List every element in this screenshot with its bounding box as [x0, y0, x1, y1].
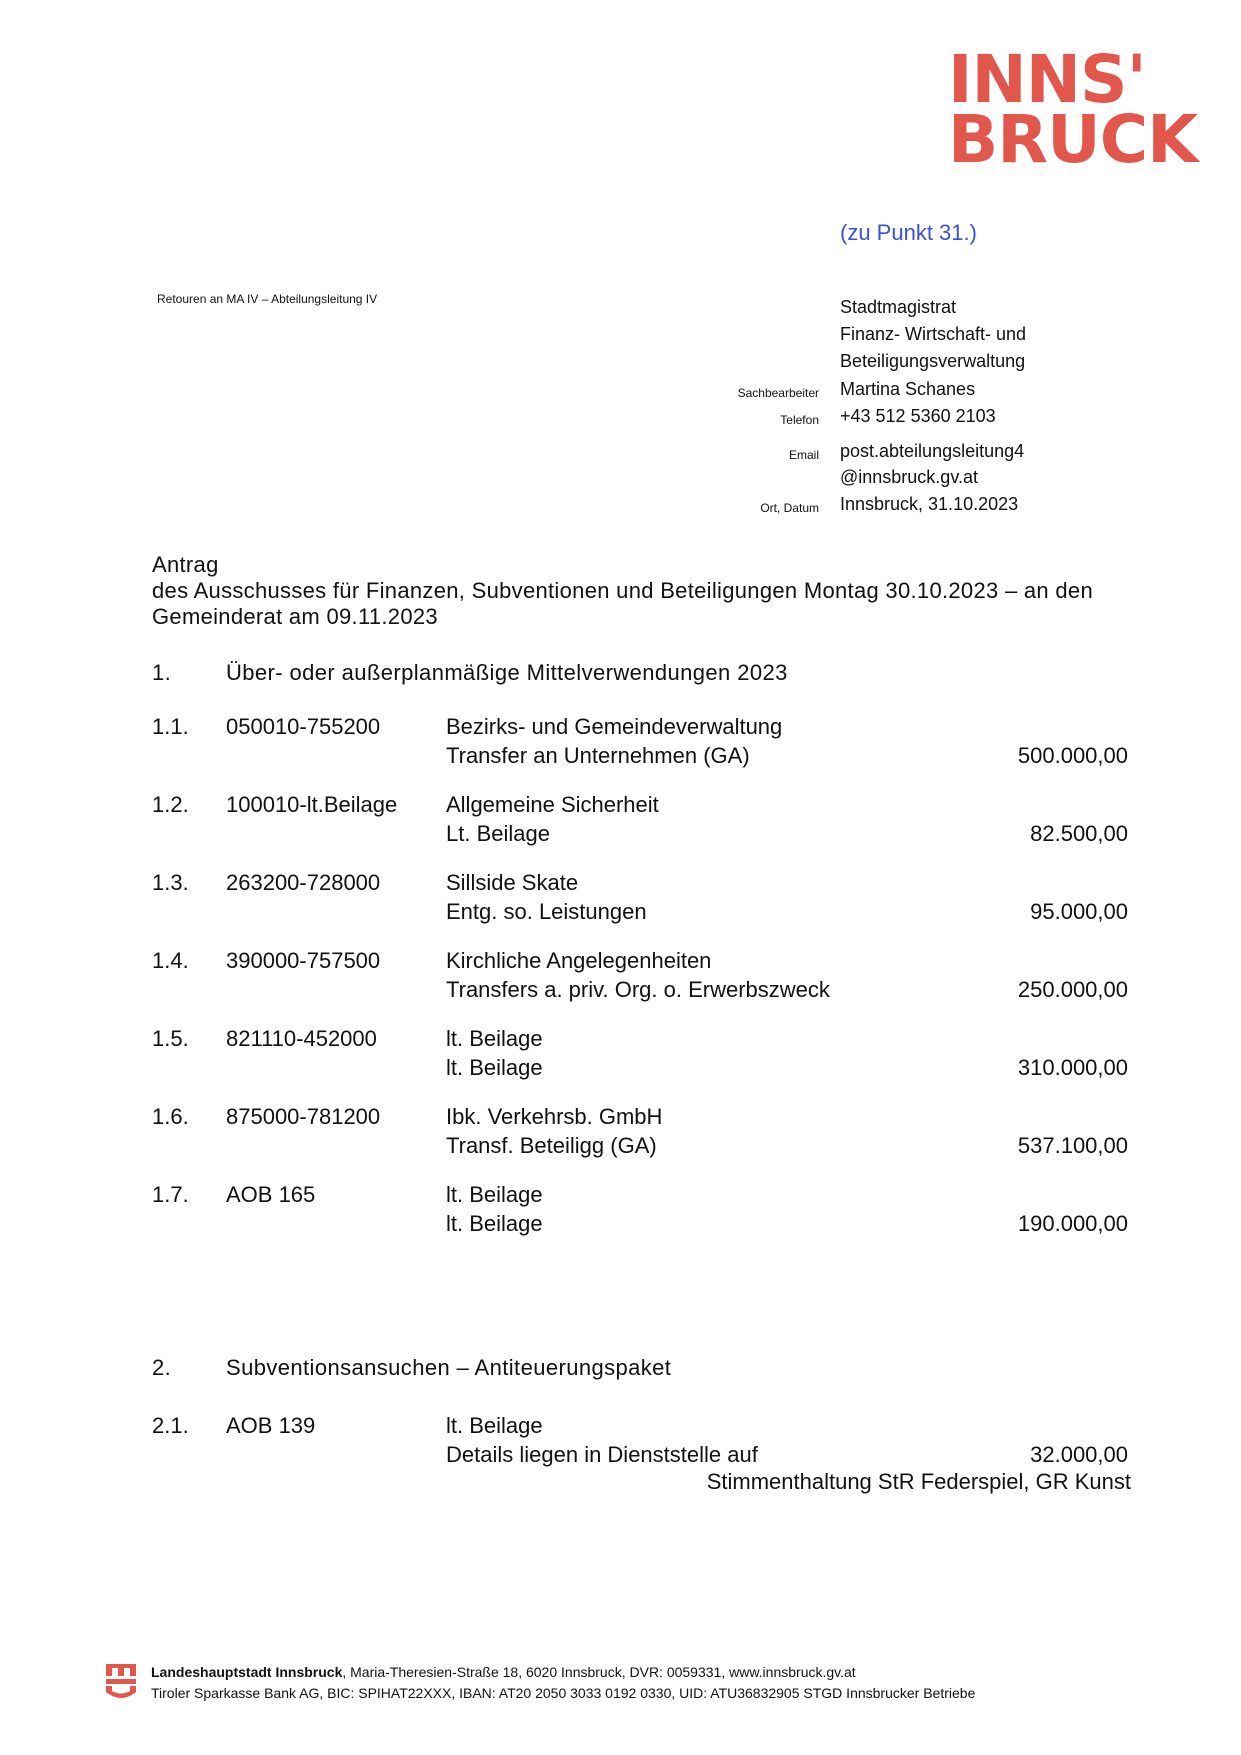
item-subdescription: Transf. Beteiligg (GA) [446, 1133, 657, 1158]
item-subdescription: Details liegen in Dienststelle auf [446, 1442, 758, 1467]
motion-heading [152, 552, 1132, 630]
item-amount: 310.000,00 [1017, 1055, 1128, 1080]
footer-line-2: Tiroler Sparkasse Bank AG, BIC: SPIHAT22XXX, IBAN: AT20 2050 3033 0192 0330, UID: ATU36832905 STGD Innsbrucker Betriebe [151, 1685, 976, 1701]
line-item [0, 946, 1241, 1006]
innsbruck-logo [948, 41, 1198, 178]
line-item [0, 790, 1241, 850]
item-description: lt. Beilage [446, 1413, 543, 1438]
item-number: 1.7. [152, 1182, 189, 1207]
item-amount: 537.100,00 [1017, 1133, 1128, 1158]
motion-title: Antrag [152, 552, 219, 577]
item-description: lt. Beilage [446, 1026, 543, 1051]
city-crest-icon [106, 1664, 136, 1700]
return-address: Retouren an MA IV – Abteilungsleitung IV [157, 292, 378, 306]
account-code: 050010-755200 [226, 714, 381, 739]
item-description: Bezirks- und Gemeindeverwaltung [446, 714, 783, 739]
item-description: lt. Beilage [446, 1182, 543, 1207]
item-description: Allgemeine Sicherheit [446, 792, 659, 817]
date-label: Ort, Datum [760, 501, 819, 515]
item-number: 1.3. [152, 870, 189, 895]
footer-address: , Maria-Theresien-Straße 18, 6020 Innsbruck, DVR: 0059331, www.innsbruck.gv.at [342, 1664, 856, 1680]
item-amount: 95.000,00 [1030, 899, 1128, 924]
item-number: 1.2. [152, 792, 189, 817]
footer-line-1 [151, 1662, 975, 1683]
clerk-label: Sachbearbeiter [737, 386, 819, 400]
office-line-2: Finanz- Wirtschaft- und [840, 324, 1027, 344]
account-code: 390000-757500 [226, 948, 381, 973]
line-item [0, 1102, 1241, 1162]
email-label: Email [788, 448, 819, 462]
item-description: Sillside Skate [446, 870, 579, 895]
line-item [0, 1180, 1241, 1240]
item-number: 2.1. [152, 1413, 189, 1438]
item-number: 1.1. [152, 714, 189, 739]
item-amount: 190.000,00 [1017, 1211, 1128, 1236]
item-subdescription: Transfers a. priv. Org. o. Erwerbszweck [446, 977, 830, 1002]
item-amount: 250.000,00 [1017, 977, 1128, 1002]
item-subdescription: Entg. so. Leistungen [446, 899, 647, 924]
account-code: 263200-728000 [226, 870, 381, 895]
section-2-title: Subventionsansuchen – Antiteuerungspaket [226, 1355, 672, 1380]
clerk-name: Martina Schanes [840, 379, 976, 399]
account-code: 875000-781200 [226, 1104, 381, 1129]
item-amount: 500.000,00 [1017, 743, 1128, 768]
item-subdescription: lt. Beilage [446, 1211, 543, 1236]
office-line-3: Beteiligungsverwaltung [840, 351, 1026, 371]
place-date: Innsbruck, 31.10.2023 [840, 494, 1019, 514]
item-subdescription: lt. Beilage [446, 1055, 543, 1080]
account-code: 821110-452000 [226, 1026, 377, 1051]
footer-city-name: Landeshauptstadt Innsbruck [151, 1664, 343, 1680]
item-description: Kirchliche Angelegenheiten [446, 948, 712, 973]
section-2-number: 2. [152, 1355, 172, 1380]
account-code: AOB 139 [226, 1413, 316, 1438]
email-line-2: @innsbruck.gv.at [840, 467, 978, 487]
item-subdescription: Transfer an Unternehmen (GA) [446, 743, 750, 768]
item-number: 1.4. [152, 948, 189, 973]
footer [151, 1662, 975, 1704]
line-item [0, 1024, 1241, 1084]
section-1-number: 1. [152, 660, 172, 685]
email-line-1: post.abteilungsleitung4 [840, 441, 1025, 461]
item-number: 1.6. [152, 1104, 189, 1129]
phone-number: +43 512 5360 2103 [840, 406, 996, 426]
logo-line-2: BRUCK [948, 101, 1198, 178]
item-amount: 32.000,00 [1030, 1442, 1128, 1467]
line-item [0, 712, 1241, 772]
item-description: Ibk. Verkehrsb. GmbH [446, 1104, 663, 1129]
item-subdescription: Lt. Beilage [446, 821, 550, 846]
account-code: 100010-lt.Beilage [226, 792, 398, 817]
phone-label: Telefon [780, 413, 819, 427]
motion-subtitle: des Ausschusses für Finanzen, Subventionen und Beteiligungen Montag 30.10.2023 – an den Gemeinderat am 09.11.2023 [152, 578, 1093, 629]
line-item [0, 1411, 1241, 1471]
item-amount: 82.500,00 [1030, 821, 1128, 846]
line-item [0, 868, 1241, 928]
abstention-note: Stimmenthaltung StR Federspiel, GR Kunst [706, 1469, 1131, 1494]
agenda-reference: (zu Punkt 31.) [840, 220, 977, 245]
section-1-title: Über- oder außerplanmäßige Mittelverwendungen 2023 [226, 660, 788, 685]
item-number: 1.5. [152, 1026, 189, 1051]
office-line-1: Stadtmagistrat [840, 297, 957, 317]
logo-line-1: INNS' [948, 41, 1146, 118]
account-code: AOB 165 [226, 1182, 316, 1207]
